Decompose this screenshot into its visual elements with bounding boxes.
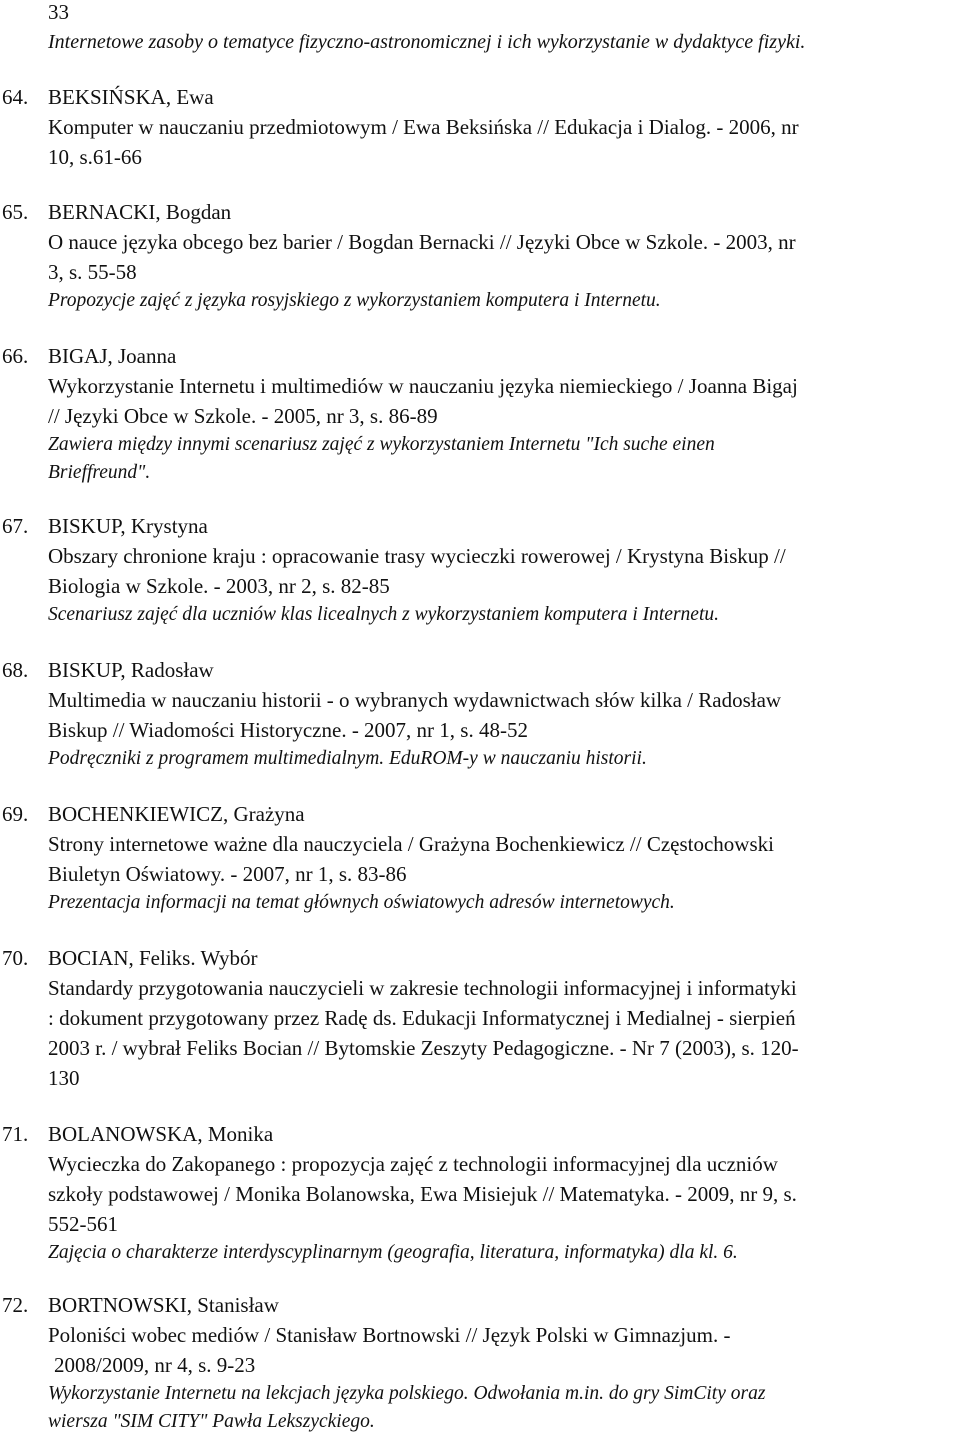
entry-line: 2008/2009, nr 4, s. 9-23	[54, 1353, 256, 1377]
entry-note: Podręczniki z programem multimedialnym. EduROM-y w nauczaniu historii.	[48, 748, 647, 769]
entry-line: Poloniści wobec mediów / Stanisław Bortnowski // Język Polski w Gimnazjum. -	[48, 1323, 731, 1347]
entry-line: Biuletyn Oświatowy. - 2007, nr 1, s. 83-86	[48, 862, 407, 886]
entry-line: : dokument przygotowany przez Radę ds. Edukacji Informatycznej i Medialnej - sierpień	[48, 1006, 796, 1030]
entry-line: 3, s. 55-58	[48, 260, 137, 284]
entry-number: 64.	[2, 85, 29, 109]
entry-number: 67.	[2, 514, 29, 538]
entry-line: 552-561	[48, 1212, 118, 1236]
entry-author: BOLANOWSKA, Monika	[48, 1122, 274, 1146]
entry-line: Obszary chronione kraju : opracowanie trasy wycieczki rowerowej / Krystyna Biskup //	[48, 544, 786, 568]
entry-number: 70.	[2, 946, 29, 970]
entry-author: BOCHENKIEWICZ, Grażyna	[48, 802, 305, 826]
entry-line: Strony internetowe ważne dla nauczyciela / Grażyna Bochenkiewicz // Częstochowski	[48, 832, 774, 856]
entry-note: Propozycje zajęć z języka rosyjskiego z wykorzystaniem komputera i Internetu.	[48, 290, 661, 311]
entry-note: Zawiera między innymi scenariusz zajęć z wykorzystaniem Internetu "Ich suche einen	[48, 434, 715, 455]
entry-note: Scenariusz zajęć dla uczniów klas licealnych z wykorzystaniem komputera i Internetu.	[48, 604, 719, 625]
entry-note: wiersza "SIM CITY" Pawła Lekszyckiego.	[48, 1411, 375, 1432]
entry-line: Standardy przygotowania nauczycieli w zakresie technologii informacyjnej i informatyki	[48, 976, 797, 1000]
entry-author: BORTNOWSKI, Stanisław	[48, 1293, 279, 1317]
entry-number: 69.	[2, 802, 29, 826]
entry-author: BEKSIŃSKA, Ewa	[48, 85, 214, 109]
entry-note: Brieffreund".	[48, 462, 151, 483]
entry-author: BISKUP, Radosław	[48, 658, 214, 682]
entry-line: 130	[48, 1066, 80, 1090]
entry-line: Wycieczka do Zakopanego : propozycja zajęć z technologii informacyjnej dla uczniów	[48, 1152, 778, 1176]
entry-line: O nauce języka obcego bez barier / Bogdan Bernacki // Języki Obce w Szkole. - 2003, nr	[48, 230, 796, 254]
entry-number: 68.	[2, 658, 29, 682]
entry-line: Multimedia w nauczaniu historii - o wybranych wydawnictwach słów kilka / Radosław	[48, 688, 782, 712]
entry-line: 10, s.61-66	[48, 145, 142, 169]
entry-author: BOCIAN, Feliks. Wybór	[48, 946, 258, 970]
entry-number: 71.	[2, 1122, 29, 1146]
entry-line: Komputer w nauczaniu przedmiotowym / Ewa Beksińska // Edukacja i Dialog. - 2006, nr	[48, 115, 799, 139]
entry-note: Prezentacja informacji na temat głównych oświatowych adresów internetowych.	[48, 892, 675, 913]
intro-note: Internetowe zasoby o tematyce fizyczno-astronomicznej i ich wykorzystanie w dydaktyce fizyki.	[48, 31, 806, 53]
entry-author: BIGAJ, Joanna	[48, 344, 177, 368]
entry-line: szkoły podstawowej / Monika Bolanowska, Ewa Misiejuk // Matematyka. - 2009, nr 9, s.	[48, 1182, 797, 1206]
entry-number: 72.	[2, 1293, 29, 1317]
entry-note: Wykorzystanie Internetu na lekcjach języka polskiego. Odwołania m.in. do gry SimCity oraz	[48, 1383, 766, 1404]
entry-line: Biologia w Szkole. - 2003, nr 2, s. 82-85	[48, 574, 390, 598]
entry-author: BISKUP, Krystyna	[48, 514, 208, 538]
entry-line: Wykorzystanie Internetu i multimediów w nauczaniu języka niemieckiego / Joanna Bigaj	[48, 374, 798, 398]
entry-note: Zajęcia o charakterze interdyscyplinarnym (geografia, literatura, informatyka) dla kl. 6.	[48, 1242, 738, 1263]
entry-line: // Języki Obce w Szkole. - 2005, nr 3, s. 86-89	[48, 404, 438, 428]
entry-author: BERNACKI, Bogdan	[48, 200, 232, 224]
page-number: 33	[48, 0, 69, 24]
entry-number: 66.	[2, 344, 29, 368]
entry-number: 65.	[2, 200, 29, 224]
entry-line: 2003 r. / wybrał Feliks Bocian // Bytomskie Zeszyty Pedagogiczne. - Nr 7 (2003), s. 120-	[48, 1036, 799, 1060]
entry-line: Biskup // Wiadomości Historyczne. - 2007, nr 1, s. 48-52	[48, 718, 528, 742]
